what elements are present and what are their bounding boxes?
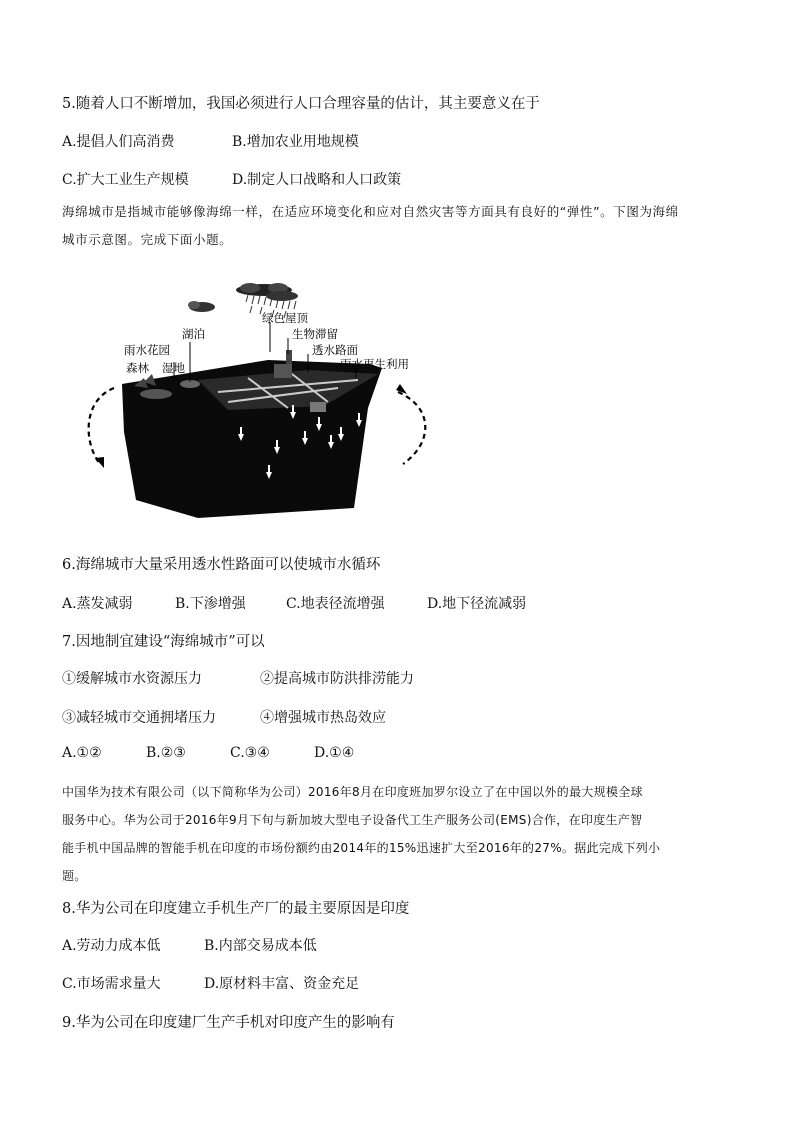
- q5-stem: 5.随着人口不断增加，我国必须进行人口合理容量的估计，其主要意义在于: [62, 96, 540, 112]
- q7-option-b: B.②③: [146, 745, 186, 761]
- q5-option-c: C.扩大工业生产规模: [62, 172, 189, 188]
- q5-option-a: A.提倡人们高消费: [62, 134, 175, 150]
- sponge-city-diagram: [78, 282, 438, 520]
- q7-option-a: A.①②: [62, 745, 102, 761]
- water-cycle-arrow-left: [89, 388, 114, 464]
- q6-stem: 6.海绵城市大量采用透水性路面可以使城市水循环: [62, 557, 381, 573]
- label-permeable-road: 透水路面: [312, 343, 358, 357]
- huawei-passage: [62, 778, 732, 890]
- passage-line: 城市示意图。完成下面小题。: [62, 232, 233, 247]
- passage-line: 服务中心。华为公司于2016年9月下旬与新加坡大型电子设备代工生产服务公司(EMS)合作，在印度生产智: [62, 813, 643, 827]
- label-wetland: 湿地: [162, 361, 185, 375]
- q5-option-d: D.制定人口战略和人口政策: [232, 172, 402, 188]
- q7-statement-2: ②提高城市防洪排涝能力: [260, 671, 414, 687]
- q6-option-c: C.地表径流增强: [286, 596, 385, 612]
- label-rain-garden: 雨水花园: [124, 343, 170, 357]
- passage-line: 中国华为技术有限公司（以下简称华为公司）2016年8月在印度班加罗尔设立了在中国以外的最大规模全球: [62, 785, 643, 799]
- sponge-city-passage: [62, 198, 732, 254]
- label-bioretention: 生物滞留: [292, 327, 338, 341]
- q9-stem: 9.华为公司在印度建厂生产手机对印度产生的影响有: [62, 1015, 395, 1031]
- q8-stem: 8.华为公司在印度建立手机生产厂的最主要原因是印度: [62, 901, 410, 917]
- cloud-icon: [188, 301, 215, 312]
- q8-option-c: C.市场需求量大: [62, 976, 161, 992]
- q7-stem: 7.因地制宜建设“海绵城市”可以: [62, 634, 265, 650]
- q8-option-a: A.劳动力成本低: [62, 938, 161, 954]
- q6-option-d: D.地下径流减弱: [427, 596, 527, 612]
- label-forest: 森林: [126, 361, 149, 375]
- label-rain-reuse: 雨水再生利用: [340, 357, 409, 371]
- q6-option-b: B.下渗增强: [175, 596, 246, 612]
- q6-option-a: A.蒸发减弱: [62, 596, 133, 612]
- q5-option-b: B.增加农业用地规模: [232, 134, 359, 150]
- q7-statement-4: ④增强城市热岛效应: [260, 710, 386, 726]
- q8-option-b: B.内部交易成本低: [204, 938, 317, 954]
- passage-line: 海绵城市是指城市能够像海绵一样，在适应环境变化和应对自然灾害等方面具有良好的“弹性”。下图为海绵: [62, 204, 679, 219]
- water-cycle-arrow-right: [398, 392, 425, 464]
- passage-line: 题。: [62, 869, 87, 883]
- q7-option-d: D.①④: [314, 745, 355, 761]
- q7-statement-1: ①缓解城市水资源压力: [62, 671, 202, 687]
- q7-statement-3: ③减轻城市交通拥堵压力: [62, 710, 216, 726]
- label-lake: 湖泊: [182, 327, 205, 341]
- q7-option-c: C.③④: [230, 745, 270, 761]
- passage-line: 能手机中国品牌的智能手机在印度的市场份额约由2014年的15%迅速扩大至2016年的27%。据此完成下列小: [62, 841, 661, 855]
- q8-option-d: D.原材料丰富、资金充足: [204, 976, 360, 992]
- label-green-roof: 绿色屋顶: [262, 311, 308, 325]
